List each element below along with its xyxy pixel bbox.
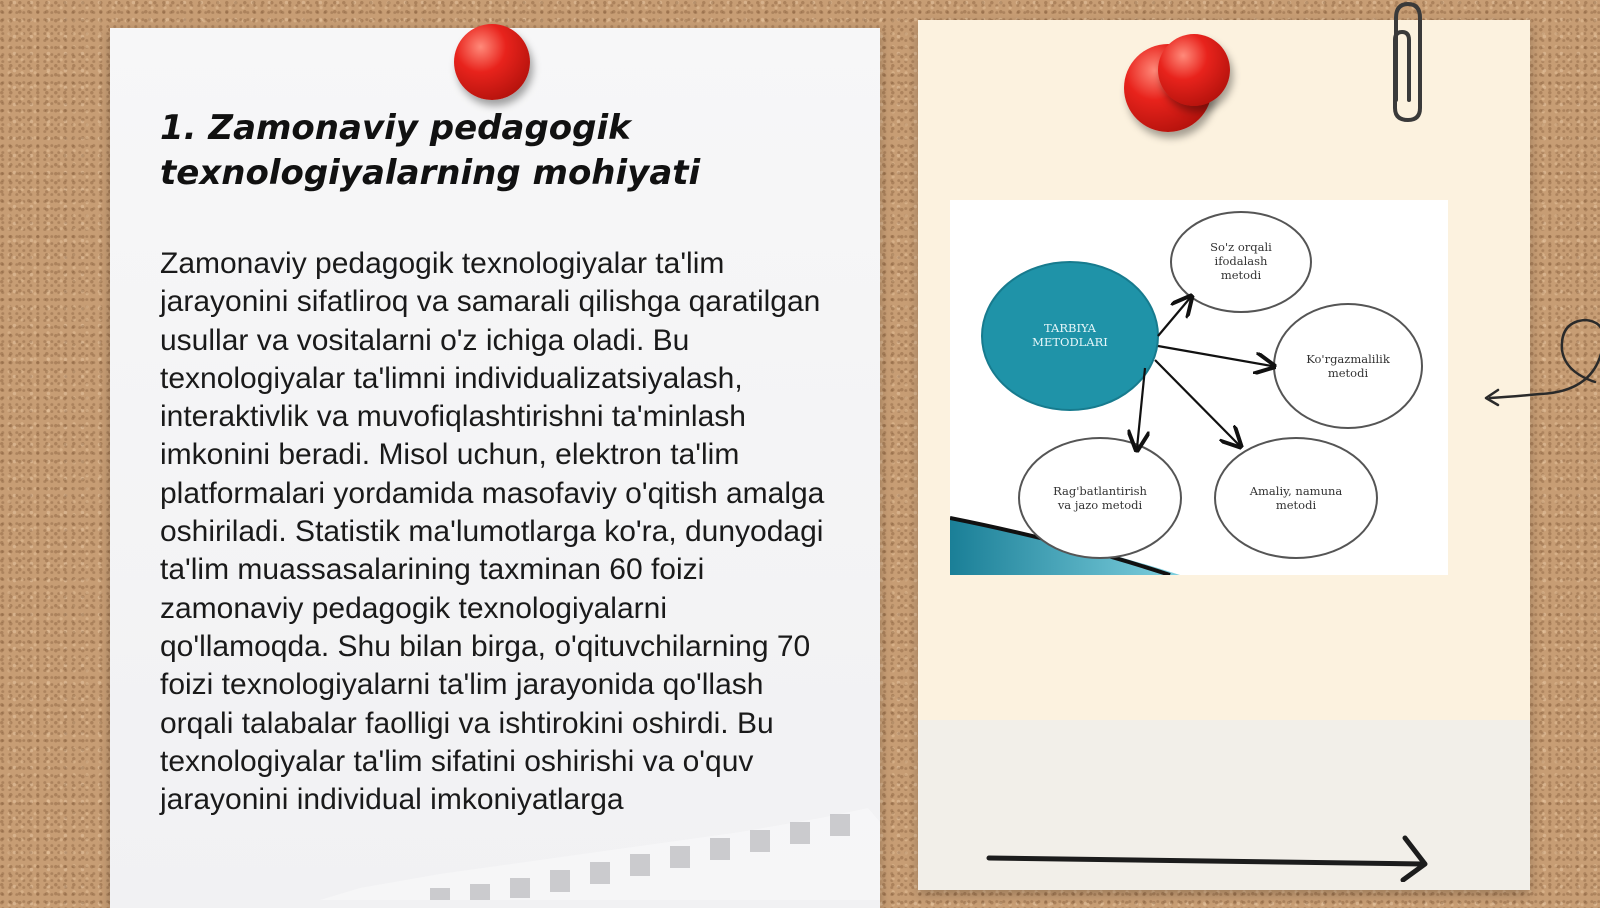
node-3-label: Rag'batlantirish va jazo metodi — [1053, 484, 1147, 512]
node-1-label: So'z orqali ifodalash metodi — [1210, 240, 1272, 282]
push-pin-icon — [454, 24, 530, 100]
torn-paper-edge — [320, 808, 880, 900]
node-4-label: Amaliy, namuna metodi — [1249, 484, 1343, 512]
push-pin-icon — [1124, 34, 1234, 134]
slide-title: 1. Zamonaviy pedagogik texnologiyalarning mohiyati — [160, 108, 701, 193]
slide-body-text: Zamonaviy pedagogik texnologiyalar ta'lim jarayonini sifatliroq va samarali qilishga qaratilgan usullar va vositalarni o'z ichiga oladi. Bu texnologiyalar ta'limni individualizatsiyalash, interaktivlik va muvofiqlashtirishni ta'minlash imkonini beradi. Misol uchun, elektron ta'lim platformalari yordamida masofaviy o'qitish amalga oshiriladi. Statistik ma'lumotlarga ko'ra, dunyodagi ta'lim muassasalarining taxminan 60 foizi zamonaviy pedagogik texnologiyalarni qo'llamoqda. Shu bilan birga, o'qituvchilarning 70 foizi texnologiyalarni ta'lim jarayonida qo'llash orqali talabalar faolligi va ishtirokini oshirdi. Bu texnologiyalar ta'lim sifatini oshirishi va o'quv jarayonini individual imkoniyatlarga — [160, 247, 825, 817]
paperclip-icon — [1378, 0, 1438, 125]
center-node-label: TARBIYA METODLARI — [1032, 321, 1108, 349]
node-2-label: Ko'rgazmalilik metodi — [1306, 352, 1390, 380]
long-arrow-icon — [985, 832, 1445, 882]
curly-arrow-icon — [1480, 312, 1600, 407]
diagram-image — [950, 200, 1448, 575]
